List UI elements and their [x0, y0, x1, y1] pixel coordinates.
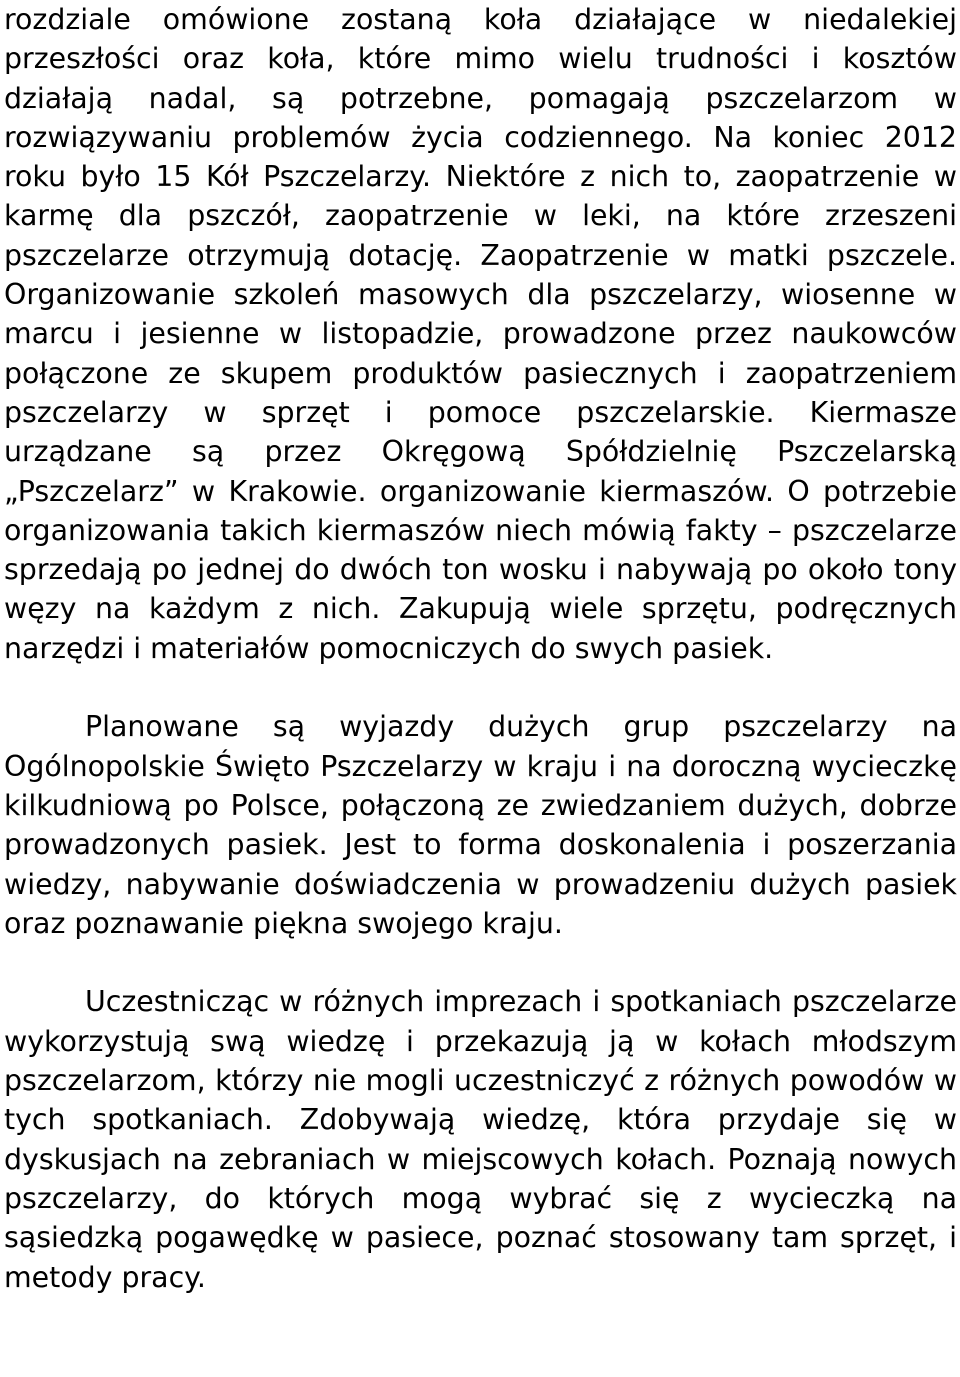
paragraph-continuation: rozdziale omówione zostaną koła działające w niedalekiej przeszłości oraz koła, które mimo wielu trudności i kosztów działają nadal, są potrzebne, pomagają pszczelarzom w rozwiązywaniu problemów życia codziennego. Na koniec 2012 roku było 15 Kół Pszczelarzy. Niektóre z nich to, zaopatrzenie w karmę dla pszczół, zaopatrzenie w leki, na które zrzeszeni pszczelarze otrzymują dotację. Zaopatrzenie w matki pszczele. Organizowanie szkoleń masowych dla pszczelarzy, wiosenne w marcu i jesienne w listopadzie, prowadzone przez naukowców połączone ze skupem produktów pasiecznych i zaopatrzeniem pszczelarzy w sprzęt i pomoce pszczelarskie. Kiermasze urządzane są przez Okręgową Spółdzielnię Pszczelarską „Pszczelarz” w Krakowie. organizowanie kiermaszów. O potrzebie organizowania takich kiermaszów niech mówią fakty – pszczelarze sprzedają po jednej do dwóch ton wosku i nabywają po około tony węzy na każdym z nich. Zakupują wiele sprzętu, podręcznych narzędzi i materiałów pomocniczych do swych pasiek. [4, 3, 957, 665]
paragraph-meetings: Uczestnicząc w różnych imprezach i spotkaniach pszczelarze wykorzystują swą wiedzę i przekazują ją w kołach młodszym pszczelarzom, którzy nie mogli uczestniczyć z różnych powodów w tych spotkaniach. Zdobywają wiedzę, która przydaje się w dyskusjach na zebraniach w miejscowych kołach. Poznają nowych pszczelarzy, do których mogą wybrać się z wycieczką na sąsiedzką pogawędkę w pasiece, poznać stosowany tam sprzęt, i metody pracy. [4, 985, 957, 1294]
paragraph-trips: Planowane są wyjazdy dużych grup pszczelarzy na Ogólnopolskie Święto Pszczelarzy w kraju i na doroczną wycieczkę kilkudniową po Polsce, połączoną ze zwiedzaniem dużych, dobrze prowadzonych pasiek. Jest to forma doskonalenia i poszerzania wiedzy, nabywanie doświadczenia w prowadzeniu dużych pasiek oraz poznawanie piękna swojego kraju. [4, 710, 957, 940]
